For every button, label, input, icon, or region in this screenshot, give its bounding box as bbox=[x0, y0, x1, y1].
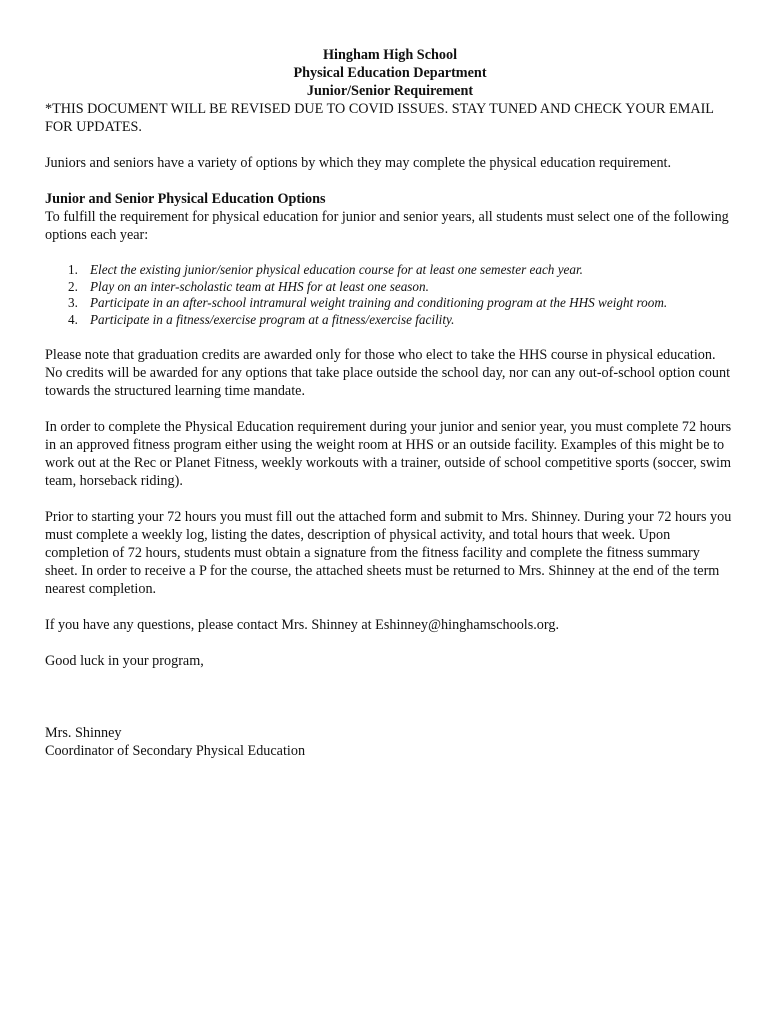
signature-name: Mrs. Shinney bbox=[45, 725, 122, 741]
list-item bbox=[68, 295, 735, 312]
list-item bbox=[68, 262, 735, 279]
hours-paragraph: In order to complete the Physical Education requirement during your junior and senior year, you must complete 72 hours in an approved fitness program either using the weight room at HHS or an outside facility. Examples of this might be to work out at the Rec or Planet Fitness, weekly workouts with a trainer, outside of school competitive sports (soccer, swim team, horseback riding). bbox=[45, 419, 732, 489]
list-item-text: Elect the existing junior/senior physical education course for at least one semester each year. bbox=[90, 262, 583, 277]
list-item-number: 4. bbox=[68, 311, 78, 327]
options-section-title: Junior and Senior Physical Education Options bbox=[45, 191, 326, 207]
list-item-text: Participate in an after-school intramural weight training and conditioning program at the HHS weight room. bbox=[90, 295, 668, 310]
list-item bbox=[68, 278, 735, 296]
list-item-text: Play on an inter-scholastic team at HHS for at least one season. bbox=[90, 278, 429, 294]
closing-line: Good luck in your program, bbox=[45, 653, 204, 669]
list-item-number: 1. bbox=[68, 262, 78, 277]
list-item bbox=[68, 311, 735, 329]
list-item-number: 3. bbox=[68, 295, 78, 310]
list-item-text: Participate in a fitness/exercise program at a fitness/exercise facility. bbox=[90, 311, 455, 327]
document-page bbox=[45, 46, 735, 760]
options-list bbox=[45, 262, 735, 328]
procedure-paragraph: Prior to starting your 72 hours you must fill out the attached form and submit to Mrs. Shinney. During your 72 hours you must complete a weekly log, listing the dates, description of physical activity, and total hours that week. Upon completion of 72 hours, students must obtain a signature from the fitness facility and complete the fitness summary sheet. In order to receive a P for the course, the attached sheets must be returned to Mrs. Shinney at the end of the term nearest completion. bbox=[45, 509, 732, 597]
list-item-number: 2. bbox=[68, 278, 78, 294]
school-name: Hingham High School bbox=[322, 47, 458, 63]
options-lead-paragraph: To fulfill the requirement for physical education for junior and senior years, all students must select one of the following options each year: bbox=[45, 209, 729, 243]
document-title: Junior/Senior Requirement bbox=[306, 83, 474, 99]
contact-paragraph: If you have any questions, please contact Mrs. Shinney at Eshinney@hinghamschools.org. bbox=[45, 617, 559, 633]
document-header bbox=[45, 46, 735, 100]
intro-paragraph: Juniors and seniors have a variety of options by which they may complete the physical education requirement. bbox=[45, 155, 672, 171]
credits-paragraph: Please note that graduation credits are awarded only for those who elect to take the HHS course in physical education. No credits will be awarded for any options that take place outside the school day, nor can any out-of-school option count towards the structured learning time mandate. bbox=[45, 347, 731, 399]
department-name: Physical Education Department bbox=[293, 65, 487, 81]
signature-title: Coordinator of Secondary Physical Education bbox=[45, 743, 306, 759]
covid-notice: *THIS DOCUMENT WILL BE REVISED DUE TO COVID ISSUES. STAY TUNED AND CHECK YOUR EMAIL FOR UPDATES. bbox=[45, 101, 714, 135]
